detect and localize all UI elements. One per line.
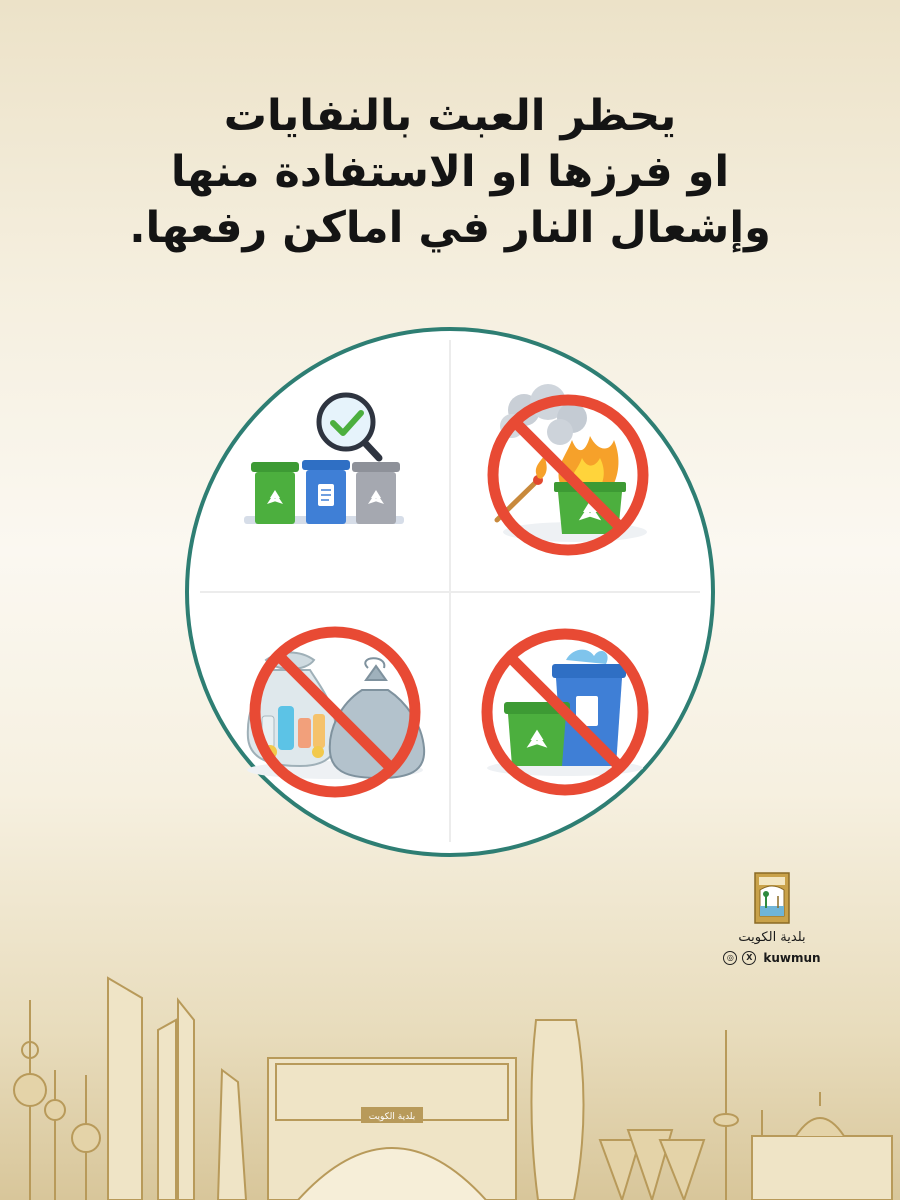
headline-line-3: وإشعال النار في اماكن رفعها. [129,203,771,253]
kuwait-city-skyline-icon [0,960,900,1200]
headline-line-2: او فرزها او الاستفادة منها [170,147,730,197]
skyline-building-sign: بلدية الكويت [368,1112,416,1122]
instagram-icon[interactable]: ◎ [723,951,737,965]
headline-line-1: يحظر العبث بالنفايات [223,91,677,141]
gray-recycle-bin-icon [352,462,400,524]
social-handle: kuwmun [763,951,821,965]
brand-name: بلدية الكويت [738,930,806,945]
blue-paper-bin-icon [302,460,350,524]
brand-block [712,872,832,965]
kuwait-municipality-emblem-icon [754,872,790,924]
green-recycle-bin-icon [251,462,299,524]
x-icon[interactable]: X [742,951,756,965]
